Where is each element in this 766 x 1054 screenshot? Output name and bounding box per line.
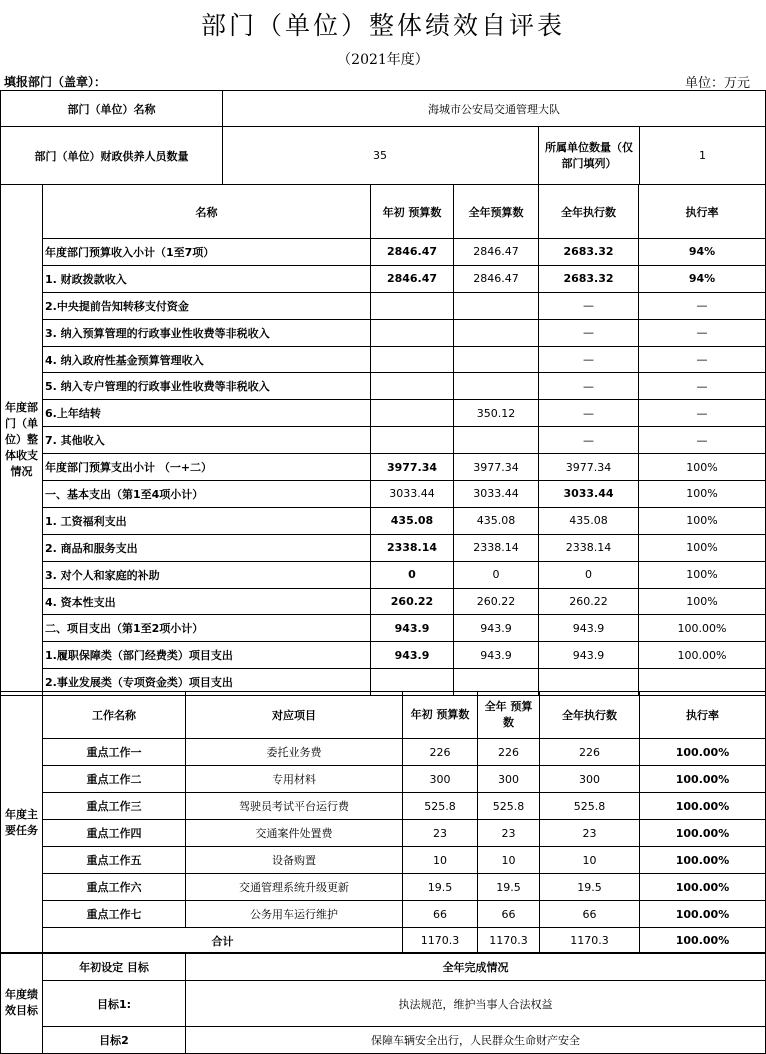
- task-annual: 525.8: [478, 793, 540, 820]
- budget-row-annual: 260.22: [454, 588, 539, 615]
- budget-section-label: 年度部门（单位）整体收支情况: [1, 185, 43, 696]
- col-header-executed: 全年执行数: [539, 185, 639, 239]
- budget-row-initial: 943.9: [371, 642, 454, 669]
- unit-label: 单位：万元: [684, 76, 750, 91]
- budget-row-executed: 435.08: [539, 507, 639, 534]
- budget-row-executed: 2683.32: [539, 265, 639, 292]
- task-executed: 226: [540, 739, 640, 766]
- task-name: 重点工作四: [43, 820, 186, 847]
- tasks-total-row: [1, 928, 766, 954]
- task-executed: 19.5: [540, 874, 640, 901]
- budget-row-initial: 943.9: [371, 615, 454, 642]
- task-row: [1, 820, 766, 847]
- budget-row-rate: —: [639, 319, 766, 346]
- budget-row-rate: 94%: [639, 265, 766, 292]
- budget-row-initial: 2846.47: [371, 265, 454, 292]
- budget-row-executed: —: [539, 292, 639, 319]
- budget-row: [1, 454, 766, 481]
- budget-row: [1, 292, 766, 319]
- task-rate: 100.00%: [640, 766, 766, 793]
- tasks-total-name: 合计: [43, 928, 403, 954]
- budget-table: [0, 184, 766, 696]
- budget-row-initial: [371, 400, 454, 427]
- col-header-annual: 全年预算数: [454, 185, 539, 239]
- task-name: 重点工作一: [43, 739, 186, 766]
- task-annual: 66: [478, 901, 540, 928]
- budget-row-executed: 0: [539, 561, 639, 588]
- tasks-section-label: 年度主要任务: [1, 692, 43, 954]
- task-initial: 10: [403, 847, 478, 874]
- task-row: [1, 847, 766, 874]
- task-executed: 300: [540, 766, 640, 793]
- budget-row-executed: 3033.44: [539, 481, 639, 508]
- budget-row-annual: [454, 373, 539, 400]
- task-row: [1, 739, 766, 766]
- tasks-header-executed: 全年执行数: [540, 692, 640, 739]
- tasks-header-annual: 全年 预算数: [478, 692, 540, 739]
- budget-row-initial: 3977.34: [371, 454, 454, 481]
- task-name: 重点工作二: [43, 766, 186, 793]
- task-initial: 300: [403, 766, 478, 793]
- budget-row-initial: [371, 373, 454, 400]
- budget-row: [1, 319, 766, 346]
- form-year: （2021年度）: [337, 52, 429, 68]
- goal-name: 目标1:: [43, 981, 186, 1027]
- budget-row-executed: 943.9: [539, 642, 639, 669]
- budget-row: [1, 265, 766, 292]
- budget-row-annual: [454, 427, 539, 454]
- budget-row-name: 2.事业发展类（专项资金类）项目支出: [43, 669, 371, 696]
- budget-row-executed: —: [539, 373, 639, 400]
- budget-row-annual: [454, 292, 539, 319]
- task-rate: 100.00%: [640, 847, 766, 874]
- goals-header-status: 全年完成情况: [186, 953, 766, 981]
- task-initial: 226: [403, 739, 478, 766]
- tasks-total-initial: 1170.3: [403, 928, 478, 954]
- budget-row-initial: [371, 292, 454, 319]
- goals-header-target: 年初设定 目标: [43, 953, 186, 981]
- tasks-header-initial: 年初 预算数: [403, 692, 478, 739]
- budget-row-executed: 2338.14: [539, 534, 639, 561]
- budget-row: [1, 642, 766, 669]
- budget-row: [1, 561, 766, 588]
- budget-row-rate: 100%: [639, 534, 766, 561]
- form-title: 部门（单位）整体绩效自评表: [200, 11, 565, 40]
- budget-row: [1, 427, 766, 454]
- budget-row-executed: 2683.32: [539, 239, 639, 266]
- budget-row-annual: 2338.14: [454, 534, 539, 561]
- budget-row-name: 1. 工资福利支出: [43, 507, 371, 534]
- goals-table: [0, 952, 766, 1054]
- task-initial: 19.5: [403, 874, 478, 901]
- task-rate: 100.00%: [640, 874, 766, 901]
- budget-row-executed: 3977.34: [539, 454, 639, 481]
- task-name: 重点工作五: [43, 847, 186, 874]
- task-project: 交通案件处置费: [186, 820, 403, 847]
- task-project: 委托业务费: [186, 739, 403, 766]
- dept-name-value: 海城市公安局交通管理大队: [223, 91, 766, 127]
- col-header-initial: 年初 预算数: [371, 185, 454, 239]
- budget-row-rate: —: [639, 292, 766, 319]
- budget-row-initial: 0: [371, 561, 454, 588]
- task-row: [1, 793, 766, 820]
- budget-row-rate: 100%: [639, 481, 766, 508]
- task-rate: 100.00%: [640, 739, 766, 766]
- budget-row-rate: 100.00%: [639, 642, 766, 669]
- task-project: 驾驶员考试平台运行费: [186, 793, 403, 820]
- task-initial: 66: [403, 901, 478, 928]
- budget-row-rate: 100%: [639, 507, 766, 534]
- tasks-header-rate: 执行率: [640, 692, 766, 739]
- budget-row-name: 一、基本支出（第1至4项小计）: [43, 481, 371, 508]
- budget-row-name: 年度部门预算支出小计 （一+二）: [43, 454, 371, 481]
- budget-row-annual: 350.12: [454, 400, 539, 427]
- task-row: [1, 766, 766, 793]
- tasks-total-annual: 1170.3: [478, 928, 540, 954]
- task-annual: 23: [478, 820, 540, 847]
- budget-row-annual: 435.08: [454, 507, 539, 534]
- budget-row-annual: 3977.34: [454, 454, 539, 481]
- task-annual: 226: [478, 739, 540, 766]
- budget-row-name: 1. 财政拨款收入: [43, 265, 371, 292]
- budget-row-initial: 260.22: [371, 588, 454, 615]
- budget-row-initial: [371, 346, 454, 373]
- budget-row-annual: [454, 346, 539, 373]
- budget-row-initial: [371, 319, 454, 346]
- budget-row-name: 3. 对个人和家庭的补助: [43, 561, 371, 588]
- budget-row-executed: —: [539, 400, 639, 427]
- goal-status: 执法规范，维护当事人合法权益: [186, 981, 766, 1027]
- budget-row-name: 2. 商品和服务支出: [43, 534, 371, 561]
- task-name: 重点工作七: [43, 901, 186, 928]
- budget-row-annual: 2846.47: [454, 239, 539, 266]
- task-annual: 19.5: [478, 874, 540, 901]
- budget-row: [1, 481, 766, 508]
- budget-row-rate: 100%: [639, 588, 766, 615]
- budget-row: [1, 346, 766, 373]
- task-name: 重点工作六: [43, 874, 186, 901]
- budget-row-initial: [371, 427, 454, 454]
- budget-row-name: 年度部门预算收入小计（1至7项）: [43, 239, 371, 266]
- staff-label: 部门（单位）财政供养人员数量: [1, 127, 223, 185]
- filler-label: 填报部门（盖章）：: [4, 75, 107, 89]
- budget-row-rate: —: [639, 346, 766, 373]
- budget-row-rate: 100%: [639, 561, 766, 588]
- budget-row: [1, 373, 766, 400]
- task-row: [1, 901, 766, 928]
- budget-row-name: 4. 资本性支出: [43, 588, 371, 615]
- task-row: [1, 874, 766, 901]
- sub-units-label: 所属单位数量（仅部门填列）: [539, 127, 640, 185]
- budget-row: [1, 615, 766, 642]
- budget-row-initial: 2338.14: [371, 534, 454, 561]
- task-rate: 100.00%: [640, 901, 766, 928]
- budget-row-executed: —: [539, 427, 639, 454]
- staff-value: 35: [223, 127, 539, 185]
- tasks-total-executed: 1170.3: [540, 928, 640, 954]
- task-rate: 100.00%: [640, 820, 766, 847]
- budget-row: [1, 534, 766, 561]
- tasks-header-name: 工作名称: [43, 692, 186, 739]
- task-initial: 525.8: [403, 793, 478, 820]
- budget-row-annual: 943.9: [454, 642, 539, 669]
- budget-row-initial: 3033.44: [371, 481, 454, 508]
- budget-row-name: 1.履职保障类（部门经费类）项目支出: [43, 642, 371, 669]
- budget-row-executed: 260.22: [539, 588, 639, 615]
- task-name: 重点工作三: [43, 793, 186, 820]
- budget-row-annual: 943.9: [454, 615, 539, 642]
- tasks-total-rate: 100.00%: [640, 928, 766, 954]
- budget-row-annual: 3033.44: [454, 481, 539, 508]
- budget-row-annual: 0: [454, 561, 539, 588]
- budget-row-annual: 2846.47: [454, 265, 539, 292]
- budget-row-initial: 435.08: [371, 507, 454, 534]
- dept-name-label: 部门（单位）名称: [1, 91, 223, 127]
- task-project: 公务用车运行维护: [186, 901, 403, 928]
- goals-section-label: 年度绩效目标: [1, 953, 43, 1054]
- budget-row-name: 6.上年结转: [43, 400, 371, 427]
- task-executed: 525.8: [540, 793, 640, 820]
- sub-units-value: 1: [640, 127, 766, 185]
- budget-row-executed: 943.9: [539, 615, 639, 642]
- budget-row-executed: —: [539, 319, 639, 346]
- goal-status: 保障车辆安全出行，人民群众生命财产安全: [186, 1027, 766, 1054]
- task-executed: 23: [540, 820, 640, 847]
- budget-row-name: 7. 其他收入: [43, 427, 371, 454]
- budget-row: [1, 507, 766, 534]
- budget-row-executed: —: [539, 346, 639, 373]
- budget-row-rate: 100%: [639, 454, 766, 481]
- goal-name: 目标2: [43, 1027, 186, 1054]
- task-executed: 66: [540, 901, 640, 928]
- task-executed: 10: [540, 847, 640, 874]
- budget-row-name: 3. 纳入预算管理的行政事业性收费等非税收入: [43, 319, 371, 346]
- budget-row-name: 5. 纳入专户管理的行政事业性收费等非税收入: [43, 373, 371, 400]
- col-header-rate: 执行率: [639, 185, 766, 239]
- budget-row-rate: —: [639, 427, 766, 454]
- task-project: 交通管理系统升级更新: [186, 874, 403, 901]
- task-project: 专用材料: [186, 766, 403, 793]
- task-annual: 10: [478, 847, 540, 874]
- budget-row-annual: [454, 319, 539, 346]
- budget-row-rate: —: [639, 400, 766, 427]
- budget-row-initial: 2846.47: [371, 239, 454, 266]
- budget-row: [1, 588, 766, 615]
- task-rate: 100.00%: [640, 793, 766, 820]
- budget-row-rate: —: [639, 373, 766, 400]
- budget-row-rate: 94%: [639, 239, 766, 266]
- budget-row-name: 4. 纳入政府性基金预算管理收入: [43, 346, 371, 373]
- col-header-name: 名称: [43, 185, 371, 239]
- budget-row: [1, 400, 766, 427]
- budget-row: [1, 239, 766, 266]
- task-project: 设备购置: [186, 847, 403, 874]
- tasks-header-project: 对应项目: [186, 692, 403, 739]
- budget-row-name: 二、项目支出（第1至2项小计）: [43, 615, 371, 642]
- info-table: [0, 90, 766, 185]
- budget-row-name: 2.中央提前告知转移支付资金: [43, 292, 371, 319]
- task-annual: 300: [478, 766, 540, 793]
- budget-row-rate: 100.00%: [639, 615, 766, 642]
- tasks-table: [0, 691, 766, 954]
- task-initial: 23: [403, 820, 478, 847]
